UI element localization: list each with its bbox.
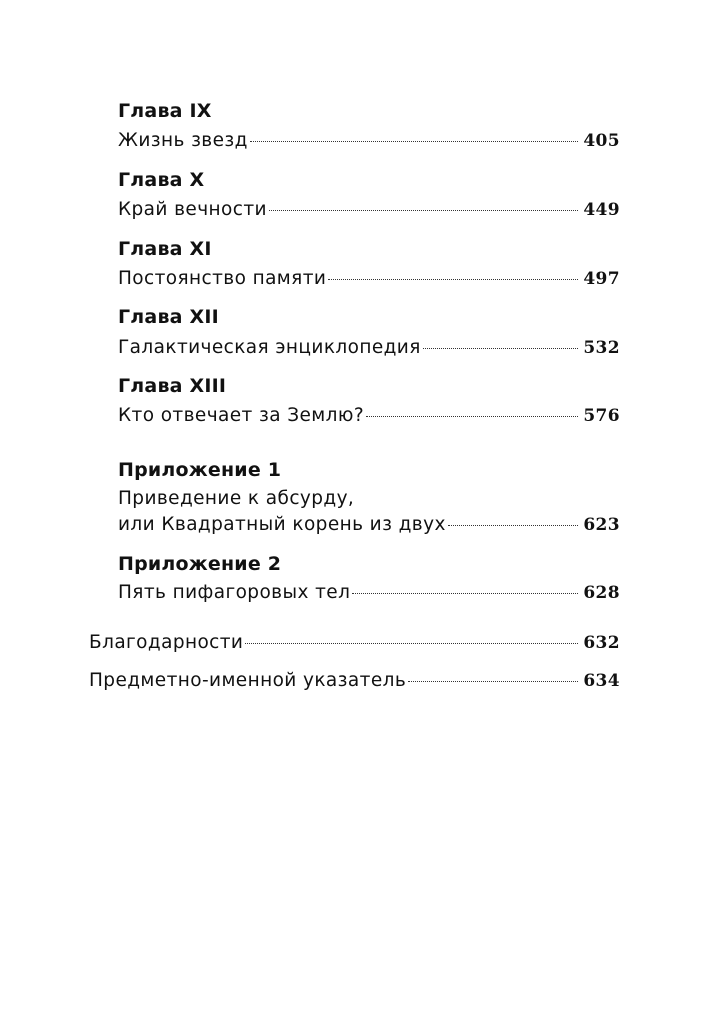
toc-page-number: 623 [583, 515, 620, 535]
toc-page-number: 634 [583, 671, 620, 691]
dot-leader [352, 593, 578, 594]
toc-entry-title: Жизнь звезд [118, 130, 248, 151]
toc-entry-title: Постоянство памяти [118, 268, 327, 289]
toc-page-number: 405 [583, 131, 620, 151]
chapter-heading: Глава XIII [118, 375, 227, 397]
dot-leader [408, 681, 578, 682]
toc-entry-title: Пять пифагоровых тел [118, 582, 351, 603]
dot-leader [366, 416, 578, 417]
toc-page-number: 497 [583, 269, 620, 289]
toc-entry[interactable] [89, 670, 620, 691]
dot-leader [448, 525, 579, 526]
toc-entry[interactable] [118, 337, 620, 358]
toc-entry-title-line1: Приведение к абсурду, [118, 488, 355, 509]
dot-leader [328, 279, 578, 280]
toc-entry[interactable] [118, 130, 620, 151]
toc-entry-title: Предметно-именной указатель [89, 670, 407, 691]
toc-entry-title: Кто отвечает за Землю? [118, 405, 365, 426]
toc-entry-title: Благодарности [89, 632, 244, 653]
toc-entry-title: Галактическая энциклопедия [118, 337, 421, 358]
dot-leader [269, 210, 578, 211]
dot-leader [245, 643, 578, 644]
toc-entry[interactable] [118, 514, 620, 535]
toc-entry[interactable] [118, 582, 620, 603]
toc-entry-title: Край вечности [118, 199, 267, 220]
chapter-heading: Глава XI [118, 238, 212, 260]
toc-entry[interactable] [118, 405, 620, 426]
toc-entry-title-line2: или Квадратный корень из двух [118, 514, 446, 535]
toc-page-number: 628 [583, 583, 620, 603]
toc-entry[interactable] [89, 632, 620, 653]
chapter-heading: Глава XII [118, 306, 219, 328]
toc-entry[interactable] [118, 199, 620, 220]
appendix-heading: Приложение 2 [118, 553, 282, 575]
toc-page-number: 532 [583, 338, 620, 358]
dot-leader [250, 141, 578, 142]
toc-page-number: 449 [583, 200, 620, 220]
toc-page-number: 576 [583, 406, 620, 426]
dot-leader [423, 348, 579, 349]
chapter-heading: Глава X [118, 169, 205, 191]
appendix-heading: Приложение 1 [118, 459, 282, 481]
chapter-heading: Глава IX [118, 100, 212, 122]
toc-page-number: 632 [583, 633, 620, 653]
toc-entry[interactable] [118, 268, 620, 289]
